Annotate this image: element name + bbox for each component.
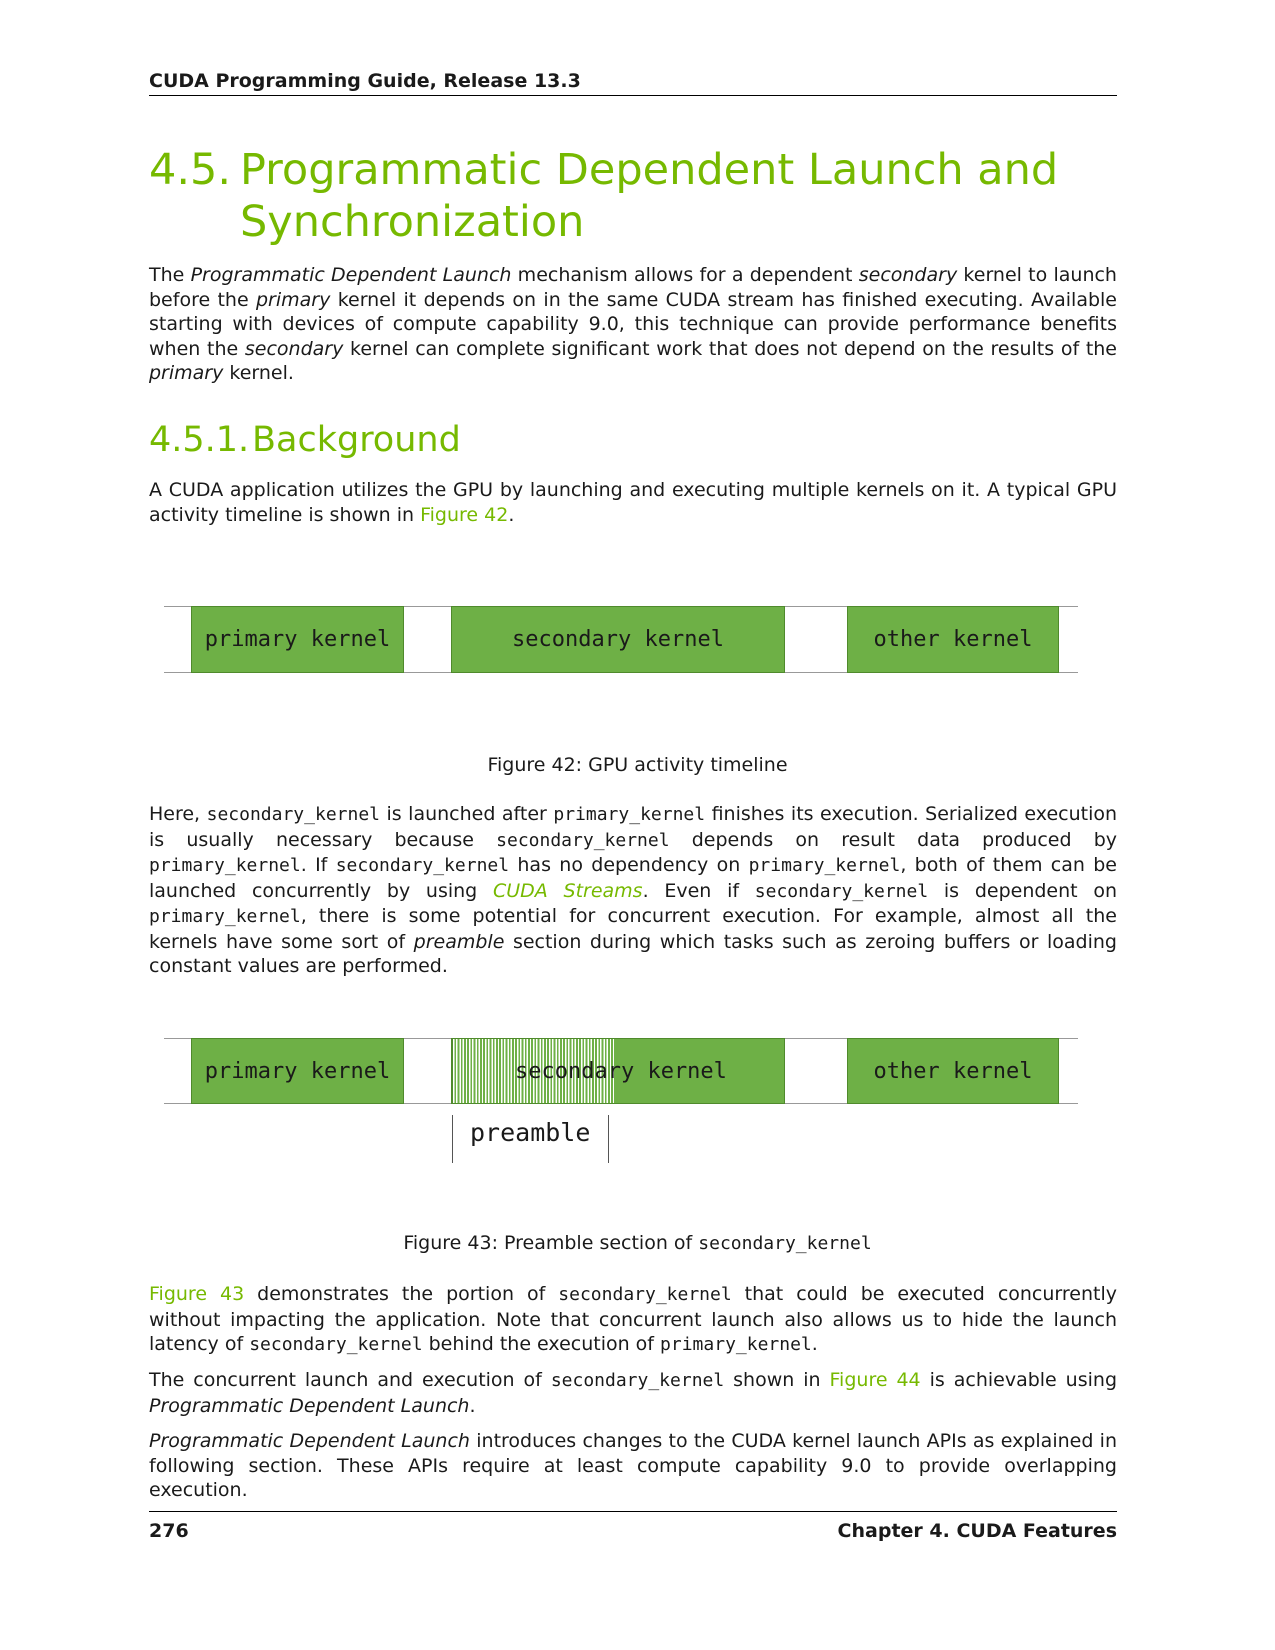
primary-kernel-box: primary kernel (191, 1038, 404, 1104)
pdl-api-paragraph: Programmatic Dependent Launch introduces changes to the CUDA kernel launch APIs as explained in following section. These APIs require at least compute capability 9.0 to provide overlapping execution. (149, 1430, 1117, 1501)
concurrent-launch-paragraph: The concurrent launch and execution of secondary_kernel shown in Figure 44 is achievable using Programmatic Dependent Launch. (149, 1369, 1118, 1417)
subsection-number: 4.5.1. (149, 420, 250, 460)
intro-paragraph: The Programmatic Dependent Launch mechanism allows for a dependent secondary kernel to launch before the primary kernel it depends on in the same CUDA stream has finished executing. Available starting with devices of compute capability 9.0, this technique can provide performance benefits when the secondary kernel can complete significant work that does not depend on the results of the primary kernel. (149, 264, 1118, 384)
background-paragraph: A CUDA application utilizes the GPU by launching and executing multiple kernels on it. A typical GPU activity timeline is shown in Figure 42. (149, 479, 1117, 526)
other-kernel-box: other kernel (847, 1038, 1059, 1104)
section-title-line1: Programmatic Dependent Launch and (240, 145, 1059, 195)
secondary-kernel-box: secondary kernel (451, 606, 785, 673)
primary-kernel-box: primary kernel (191, 606, 404, 673)
section-number: 4.5. (149, 145, 232, 195)
cuda-streams-link[interactable]: CUDA Streams (492, 879, 643, 902)
figure-43-link[interactable]: Figure 43 (149, 1283, 245, 1305)
preamble-label: preamble (470, 1118, 591, 1147)
figure-44-link[interactable]: Figure 44 (829, 1369, 921, 1391)
figure-43-paragraph: Figure 43 demonstrates the portion of secondary_kernel that could be executed concurrently without impacting the application. Note that concurrent launch also allows us to hide the launch latency of secondary_kernel behind the execution of primary_kernel. (149, 1283, 1117, 1355)
running-header: CUDA Programming Guide, Release 13.3 (149, 70, 581, 92)
preamble-right-marker (608, 1115, 609, 1163)
page-number: 276 (149, 1520, 189, 1542)
footer-rule (149, 1511, 1117, 1512)
figure-42-link[interactable]: Figure 42 (420, 503, 509, 526)
other-kernel-box: other kernel (847, 606, 1059, 673)
header-rule (149, 95, 1117, 96)
secondary-kernel-label: secondary kernel (515, 1058, 727, 1084)
secondary-kernel-box (451, 1038, 785, 1104)
preamble-left-marker (452, 1115, 453, 1163)
figure-42-caption: Figure 42: GPU activity timeline (487, 754, 788, 776)
subsection-title: Background (252, 420, 461, 460)
figure-43-caption: Figure 43: Preamble section of secondary_kernel (403, 1232, 872, 1254)
serialization-paragraph: Here, secondary_kernel is launched after primary_kernel finishes its execution. Serialized execution is usually necessary because secondary_kernel depends on result data produced by primary_kernel. If secondary_kernel has no dependency on primary_kernel, both of them can be launched concurrently by using CUDA Streams. Even if secondary_kernel is dependent on primary_kernel, there is some potential for concurrent execution. For example, almost all the kernels have some sort of preamble section during which tasks such as zeroing buffers or loading constant values are performed. (149, 803, 1118, 977)
chapter-title: Chapter 4. CUDA Features (837, 1520, 1117, 1542)
section-title-line2: Synchronization (240, 197, 585, 247)
